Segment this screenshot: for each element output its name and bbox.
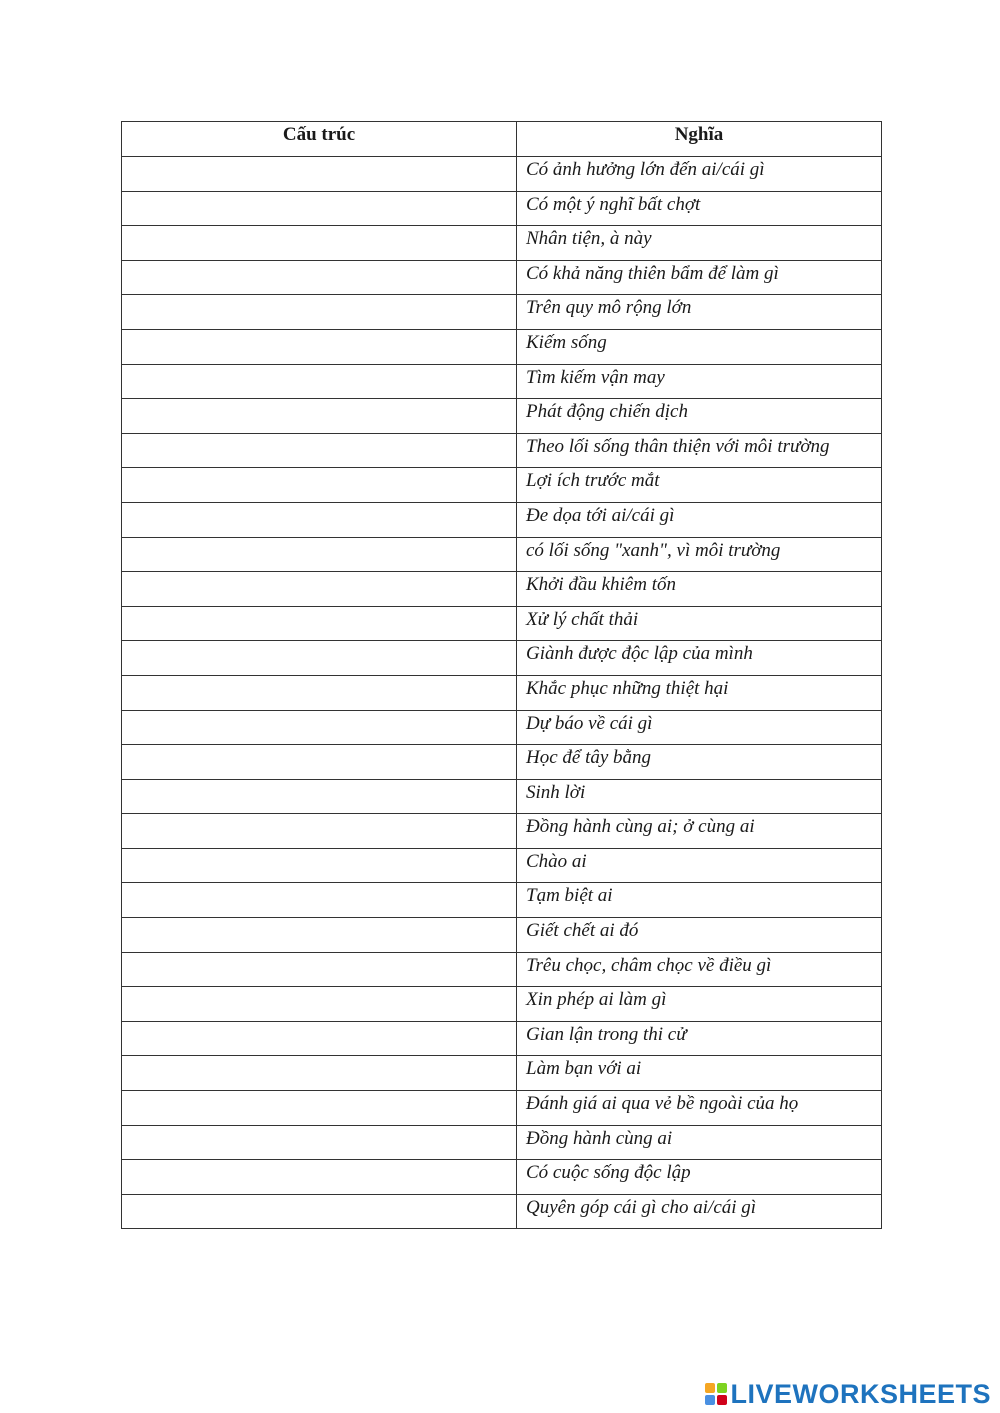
meaning-cell: Đồng hành cùng ai; ở cùng ai	[517, 814, 882, 849]
meaning-cell: Nhân tiện, à này	[517, 226, 882, 261]
structure-answer-cell[interactable]	[122, 1194, 517, 1229]
table-row	[122, 329, 882, 364]
meaning-cell: Học để tây bằng	[517, 745, 882, 780]
structure-answer-cell[interactable]	[122, 1056, 517, 1091]
meaning-cell: Kiếm sống	[517, 329, 882, 364]
meaning-cell: Lợi ích trước mắt	[517, 468, 882, 503]
table-row	[122, 433, 882, 468]
structure-answer-cell[interactable]	[122, 468, 517, 503]
table-row	[122, 399, 882, 434]
meaning-cell: Đồng hành cùng ai	[517, 1125, 882, 1160]
watermark-text: LIVEWORKSHEETS	[730, 1379, 991, 1409]
structure-answer-cell[interactable]	[122, 1125, 517, 1160]
table-row	[122, 641, 882, 676]
table-row	[122, 987, 882, 1022]
structure-answer-cell[interactable]	[122, 814, 517, 849]
meaning-cell: Có một ý nghĩ bất chợt	[517, 191, 882, 226]
header-meaning: Nghĩa	[517, 122, 882, 157]
structure-answer-cell[interactable]	[122, 399, 517, 434]
table-row	[122, 710, 882, 745]
structure-answer-cell[interactable]	[122, 710, 517, 745]
table-row	[122, 814, 882, 849]
table-row	[122, 1021, 882, 1056]
structure-answer-cell[interactable]	[122, 329, 517, 364]
structure-answer-cell[interactable]	[122, 1160, 517, 1195]
structure-answer-cell[interactable]	[122, 848, 517, 883]
structure-answer-cell[interactable]	[122, 952, 517, 987]
structure-answer-cell[interactable]	[122, 918, 517, 953]
meaning-cell: Giành được độc lập của mình	[517, 641, 882, 676]
table-row	[122, 1091, 882, 1126]
structure-answer-cell[interactable]	[122, 883, 517, 918]
table-row	[122, 226, 882, 261]
meaning-cell: có lối sống "xanh", vì môi trường	[517, 537, 882, 572]
meaning-cell: Khắc phục những thiệt hại	[517, 675, 882, 710]
meaning-cell: Tìm kiếm vận may	[517, 364, 882, 399]
table-row	[122, 779, 882, 814]
meaning-cell: Dự báo về cái gì	[517, 710, 882, 745]
structure-answer-cell[interactable]	[122, 260, 517, 295]
structure-answer-cell[interactable]	[122, 226, 517, 261]
meaning-cell: Theo lối sống thân thiện với môi trường	[517, 433, 882, 468]
table-row	[122, 918, 882, 953]
meaning-cell: Trêu chọc, châm chọc về điều gì	[517, 952, 882, 987]
table-row	[122, 606, 882, 641]
structure-answer-cell[interactable]	[122, 572, 517, 607]
table-row	[122, 572, 882, 607]
meaning-cell: Sinh lời	[517, 779, 882, 814]
structure-answer-cell[interactable]	[122, 779, 517, 814]
structure-answer-cell[interactable]	[122, 191, 517, 226]
meaning-cell: Xin phép ai làm gì	[517, 987, 882, 1022]
header-structure: Cấu trúc	[122, 122, 517, 157]
structure-answer-cell[interactable]	[122, 364, 517, 399]
table-body	[122, 157, 882, 1229]
table-row	[122, 1125, 882, 1160]
structure-answer-cell[interactable]	[122, 433, 517, 468]
table-row	[122, 675, 882, 710]
structure-answer-cell[interactable]	[122, 537, 517, 572]
meaning-cell: Có cuộc sống độc lập	[517, 1160, 882, 1195]
table-row	[122, 1194, 882, 1229]
table-row	[122, 191, 882, 226]
structure-answer-cell[interactable]	[122, 1021, 517, 1056]
meaning-cell: Phát động chiến dịch	[517, 399, 882, 434]
meaning-cell: Tạm biệt ai	[517, 883, 882, 918]
table-header-row	[122, 122, 882, 157]
structure-answer-cell[interactable]	[122, 641, 517, 676]
meaning-cell: Chào ai	[517, 848, 882, 883]
table-row	[122, 295, 882, 330]
meaning-cell: Đe dọa tới ai/cái gì	[517, 502, 882, 537]
table-row	[122, 157, 882, 192]
table-row	[122, 952, 882, 987]
table-row	[122, 1160, 882, 1195]
structure-answer-cell[interactable]	[122, 502, 517, 537]
structure-answer-cell[interactable]	[122, 987, 517, 1022]
structure-answer-cell[interactable]	[122, 295, 517, 330]
meaning-cell: Có khả năng thiên bẩm để làm gì	[517, 260, 882, 295]
table-row	[122, 537, 882, 572]
liveworksheets-watermark	[705, 1379, 991, 1409]
meaning-cell: Gian lận trong thi cử	[517, 1021, 882, 1056]
meaning-cell: Có ảnh hưởng lớn đến ai/cái gì	[517, 157, 882, 192]
structure-answer-cell[interactable]	[122, 1091, 517, 1126]
liveworksheets-logo-icon	[705, 1383, 727, 1405]
structure-answer-cell[interactable]	[122, 606, 517, 641]
meaning-cell: Quyên góp cái gì cho ai/cái gì	[517, 1194, 882, 1229]
structure-answer-cell[interactable]	[122, 675, 517, 710]
meaning-cell: Trên quy mô rộng lớn	[517, 295, 882, 330]
structure-answer-cell[interactable]	[122, 157, 517, 192]
table-row	[122, 848, 882, 883]
table-row	[122, 1056, 882, 1091]
meaning-cell: Giết chết ai đó	[517, 918, 882, 953]
table-row	[122, 364, 882, 399]
table-row	[122, 883, 882, 918]
meaning-cell: Đánh giá ai qua vẻ bề ngoài của họ	[517, 1091, 882, 1126]
structure-answer-cell[interactable]	[122, 745, 517, 780]
table-row	[122, 502, 882, 537]
table-row	[122, 468, 882, 503]
table-row	[122, 745, 882, 780]
meaning-cell: Xử lý chất thải	[517, 606, 882, 641]
vocabulary-table	[121, 121, 882, 1229]
meaning-cell: Làm bạn với ai	[517, 1056, 882, 1091]
meaning-cell: Khởi đầu khiêm tốn	[517, 572, 882, 607]
table-row	[122, 260, 882, 295]
